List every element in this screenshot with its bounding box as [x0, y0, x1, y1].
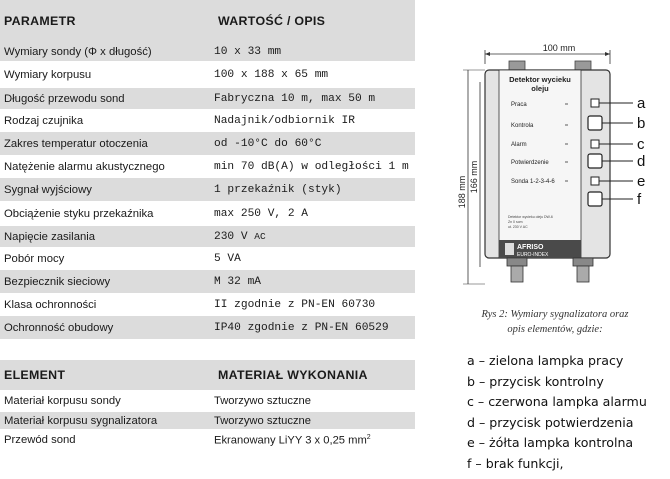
parameters-table — [0, 0, 415, 339]
label-alarm: Alarm — [511, 142, 527, 148]
legend-list — [467, 351, 647, 474]
row-value: 5 VA — [214, 252, 241, 265]
row-label: Klasa ochronności — [4, 298, 97, 311]
row-label: Zakres temperatur otoczenia — [4, 137, 148, 150]
letter-a: a — [637, 95, 646, 112]
device-title-2: oleju — [531, 84, 549, 93]
table-row — [0, 247, 415, 270]
table-row — [0, 42, 415, 61]
letter-c: c — [637, 136, 645, 153]
row-label: Sygnał wyjściowy — [4, 183, 92, 196]
bottom-gland — [507, 258, 527, 266]
row-label: Materiał korpusu sondy — [4, 395, 121, 407]
letter-b: b — [637, 115, 646, 132]
brand-name: AFRISO — [517, 244, 544, 251]
table-row — [0, 390, 415, 412]
small-text: ut. 230 V AC — [508, 225, 528, 229]
bottom-gland-body — [577, 266, 589, 282]
caption-line: Rys 2: Wymiary sygnalizatora oraz — [481, 309, 629, 320]
letter-d: d — [637, 153, 646, 170]
row-value: 10 x 33 mm — [214, 45, 282, 58]
row-value: M 32 mA — [214, 275, 261, 288]
header-element: ELEMENT — [4, 368, 66, 382]
button-b — [588, 116, 602, 130]
row-value: II zgodnie z PN-EN 60730 — [214, 298, 376, 311]
row-value: Tworzywo sztuczne — [214, 395, 311, 407]
row-label: Wymiary sondy (Φ x długość) — [4, 45, 152, 58]
header-material: MATERIAŁ WYKONANIA — [218, 368, 368, 382]
materials-table — [0, 360, 415, 451]
led-c — [591, 140, 599, 148]
arrow-icon — [485, 52, 490, 56]
arrow-icon — [605, 52, 610, 56]
table-header — [0, 360, 415, 390]
table-row — [0, 155, 415, 178]
voltage-value: 230 V — [214, 230, 248, 243]
header-parameter: PARAMETR — [4, 14, 76, 28]
table-row — [0, 132, 415, 155]
row-label: Ochronność obudowy — [4, 321, 114, 334]
legend-item: f – brak funkcji, — [467, 455, 564, 471]
legend-item: e – żółta lampka kontrolna — [467, 435, 634, 450]
row-value — [214, 226, 415, 247]
table-row — [0, 316, 415, 339]
letter-f: f — [637, 191, 642, 208]
led-a — [591, 99, 599, 107]
small-text: Zn 0 som — [508, 220, 523, 224]
legend-item: c – czerwona lampka alarmu — [467, 394, 647, 409]
led-e — [591, 177, 599, 185]
device-title: Detektor wycieku — [509, 75, 571, 84]
logo-icon — [505, 243, 514, 255]
table-row — [0, 109, 415, 132]
row-label: Materiał korpusu sygnalizatora — [4, 414, 158, 427]
cable-value: Ekranowany LiYY 3 x 0,25 mm — [214, 434, 367, 447]
row-label: Przewód sond — [4, 434, 76, 446]
row-label: Obciążenie styku przekaźnika — [4, 207, 154, 220]
row-label: Wymiary korpusu — [4, 68, 92, 81]
legend-item: d – przycisk potwierdzenia — [467, 414, 634, 430]
row-value: IP40 zgodnie z PN-EN 60529 — [214, 321, 389, 334]
row-value: Nadajnik/odbiornik IR — [214, 114, 355, 127]
table-row — [0, 270, 415, 293]
row-label: Długość przewodu sond — [4, 92, 125, 105]
table-row — [0, 293, 415, 316]
label-kontrola: Kontrola — [511, 123, 534, 129]
row-value: max 250 V, 2 A — [214, 207, 308, 220]
button-f — [588, 192, 602, 206]
row-value: od -10°C do 60°C — [214, 137, 322, 150]
height-dimension-inner-label: 166 mm — [469, 160, 479, 194]
label-potwierdzenie: Potwierdzenie — [511, 160, 549, 166]
letter-e: e — [637, 173, 646, 190]
row-label: Pobór mocy — [4, 252, 65, 265]
row-label: Natężenie alarmu akustycznego — [4, 160, 165, 173]
row-label: Rodzaj czujnika — [4, 114, 84, 127]
label-sonda: Sonda 1-2-3-4-6 — [511, 179, 555, 185]
row-value: 1 przekaźnik (styk) — [214, 183, 342, 196]
row-value — [214, 429, 415, 451]
header-value: WARTOŚĆ / OPIS — [218, 14, 326, 28]
height-dimension-outer-label: 188 mm — [457, 175, 467, 209]
label-praca: Praca — [511, 102, 527, 108]
voltage-unit: AC — [254, 230, 266, 242]
table-header — [0, 0, 415, 42]
row-label: Bezpiecznik sieciowy — [4, 275, 111, 288]
table-row — [0, 88, 415, 109]
table-row — [0, 429, 415, 451]
brand-subname: EURO-INDEX — [517, 252, 549, 258]
width-dimension-label: 100 mm — [542, 43, 576, 53]
row-value: Tworzywo sztuczne — [214, 414, 311, 427]
bottom-gland — [573, 258, 593, 266]
table-row — [0, 412, 415, 429]
legend-item: a – zielona lampka pracy — [467, 353, 624, 368]
caption-line: opis elementów, gdzie: — [507, 324, 603, 335]
table-row — [0, 178, 415, 201]
device-drawing — [455, 42, 660, 297]
small-text: Detektor wycieku oleju DW-6 — [508, 215, 553, 219]
row-value: min 70 dB(A) w odległości 1 m — [214, 160, 409, 173]
cable-superscript: 2 — [366, 433, 371, 441]
row-value: 100 x 188 x 65 mm — [214, 68, 329, 81]
button-d — [588, 154, 602, 168]
figure-caption — [450, 307, 660, 337]
table-row — [0, 61, 415, 88]
row-value: Fabryczna 10 m, max 50 m — [214, 92, 376, 105]
bottom-gland-body — [511, 266, 523, 282]
legend-item: b – przycisk kontrolny — [467, 373, 604, 389]
row-label: Napięcie zasilania — [4, 230, 96, 243]
table-row — [0, 226, 415, 247]
table-row — [0, 201, 415, 226]
